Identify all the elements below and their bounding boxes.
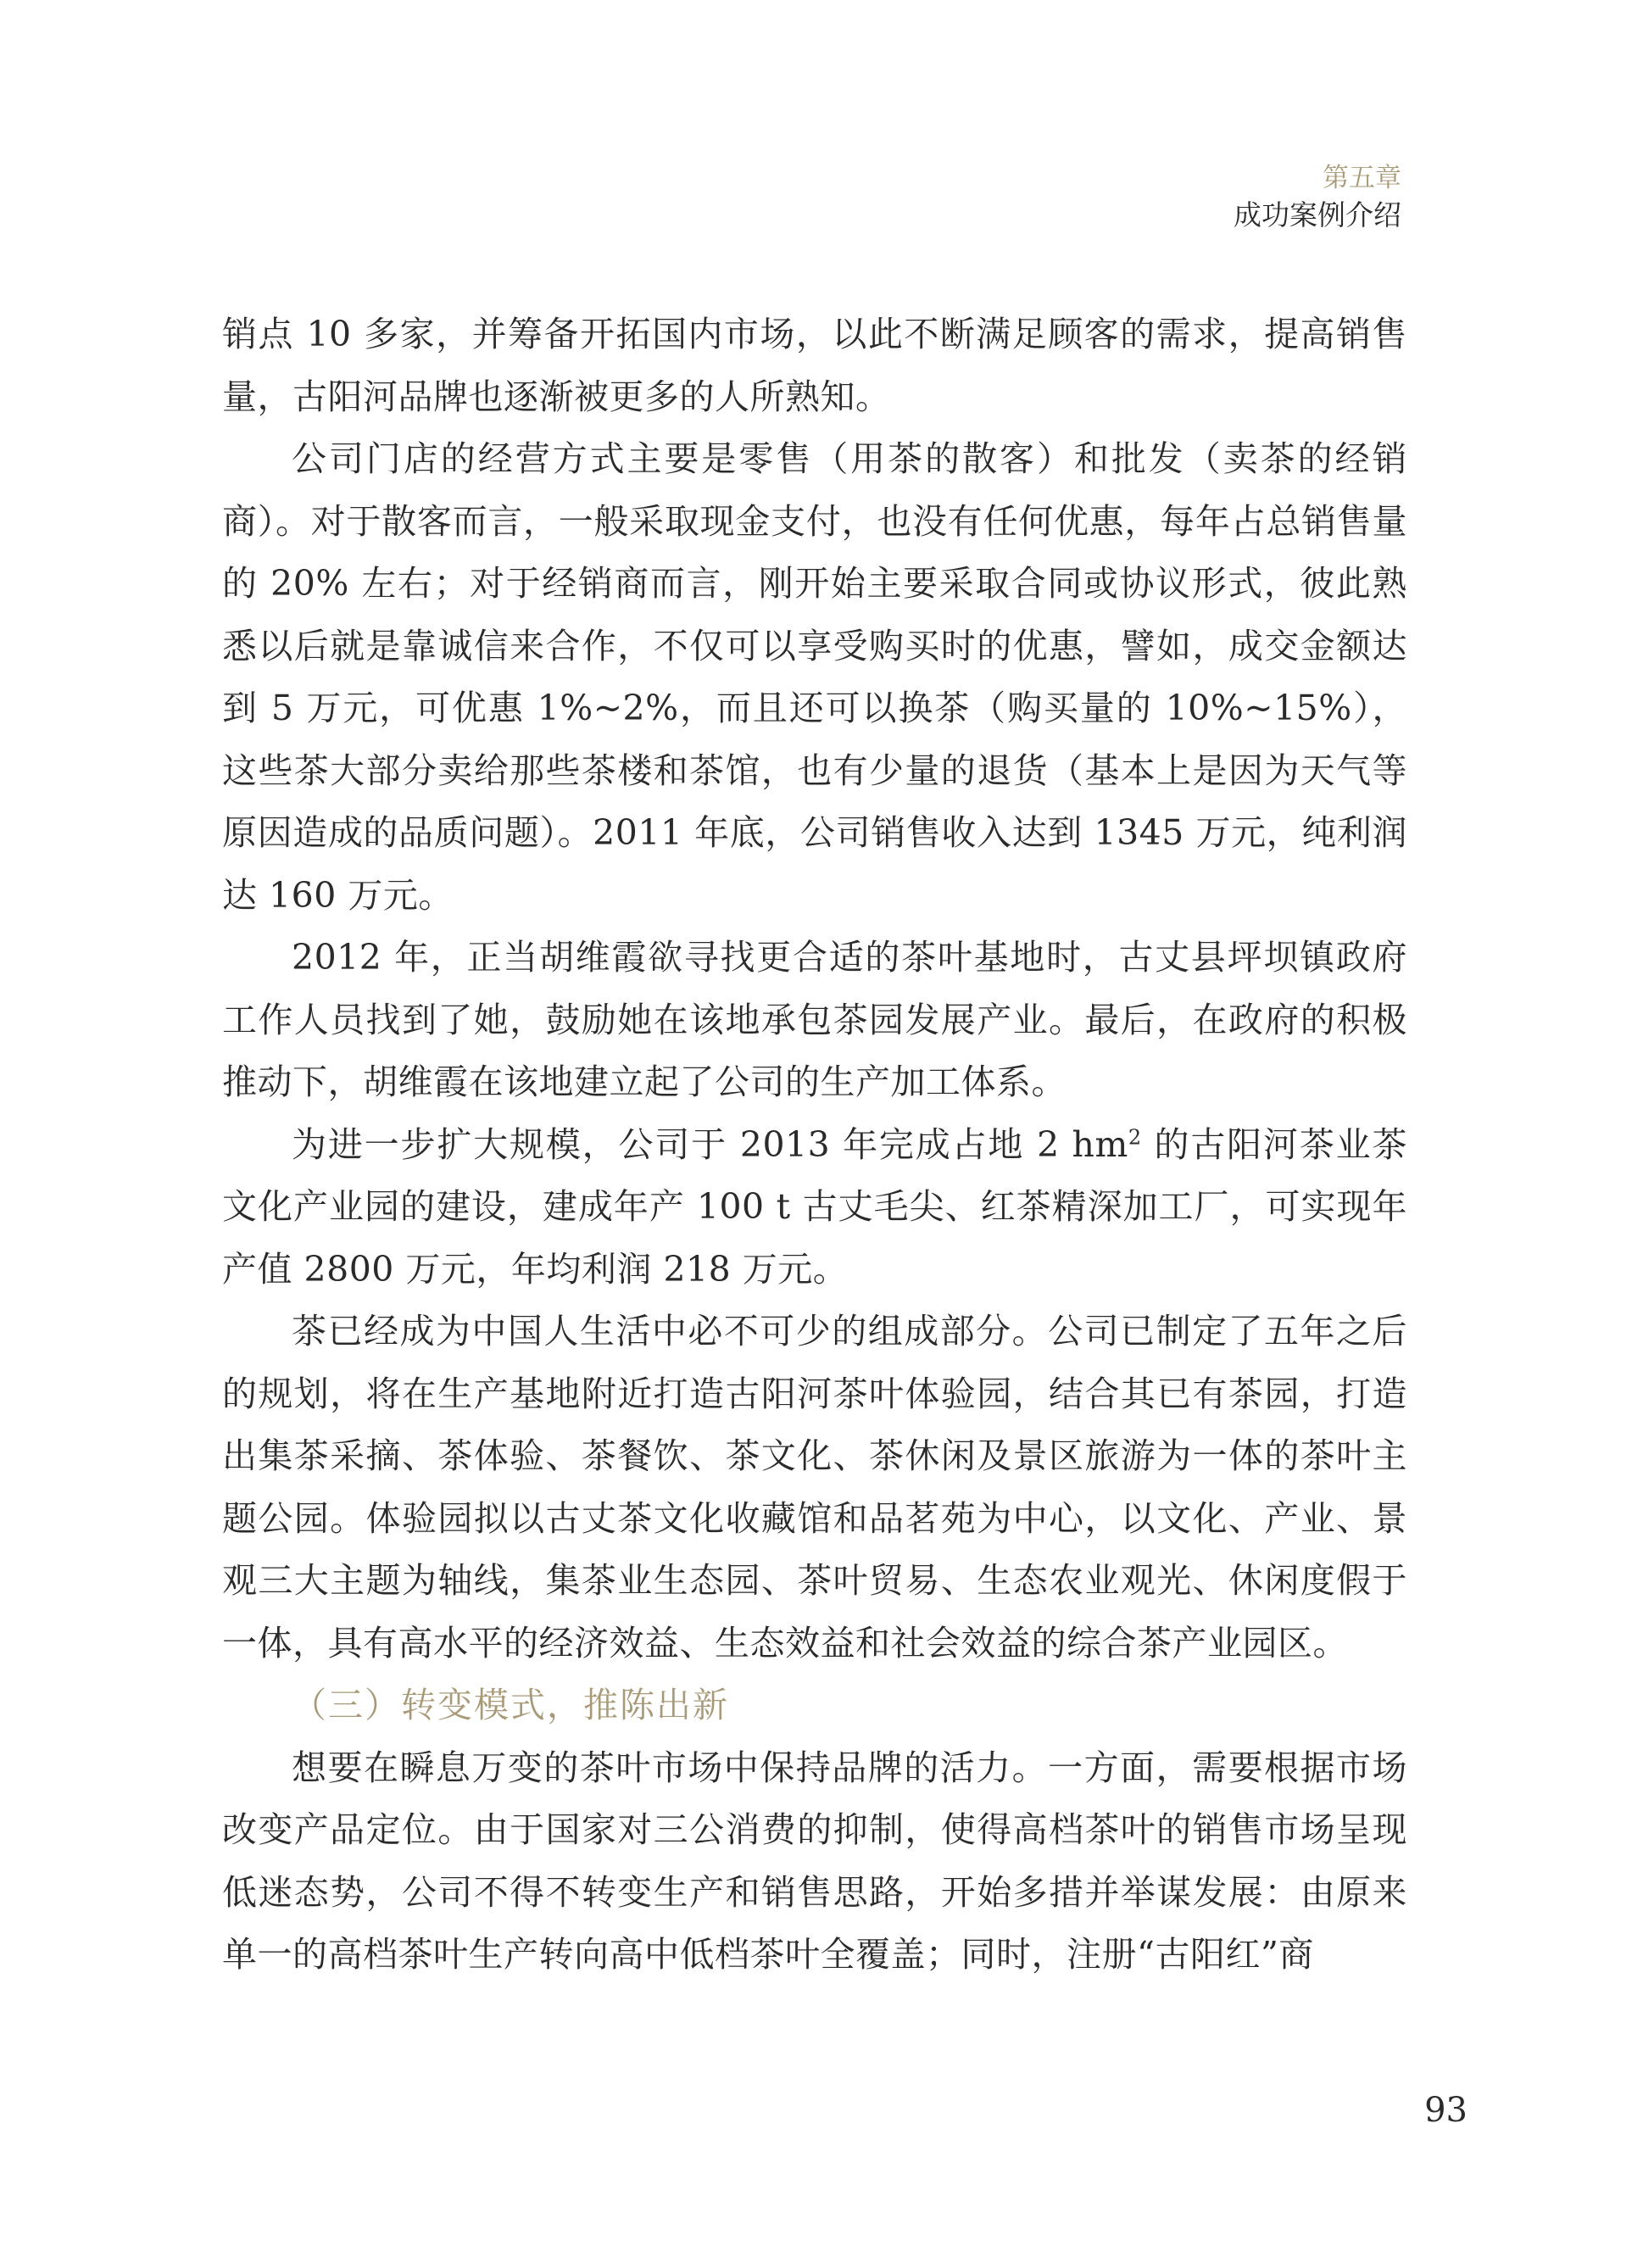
chapter-label: 第五章: [1323, 163, 1401, 193]
running-header: [1234, 159, 1401, 234]
paragraph-5: 茶已经成为中国人生活中必不可少的组成部分。公司已制定了五年之后的规划，将在生产基地附近打造古阳河茶叶体验园，结合其已有茶园，打造出集茶采摘、茶体验、茶餐饮、茶文化、茶休闲及景区旅游为一体的茶叶主题公园。体验园拟以古丈茶文化收藏馆和品茗苑为中心，以文化、产业、景观三大主题为轴线，集茶业生态园、茶叶贸易、生态农业观光、休闲度假于一体，具有高水平的经济效益、生态效益和社会效益的综合茶产业园区。: [222, 1311, 1407, 1663]
paragraph-4: [222, 1114, 1407, 1301]
paragraph-4-text-b: 的古阳河茶业茶文化产业园的建设，建成年产 100 t 古丈毛尖、红茶精深加工厂，可实现年产值 2800 万元，年均利润 218 万元。: [222, 1123, 1407, 1290]
paragraph-3: 2012 年，正当胡维霞欲寻找更合适的茶叶基地时，古丈县坪坝镇政府工作人员找到了她，鼓励她在该地承包茶园发展产业。最后，在政府的积极推动下，胡维霞在该地建立起了公司的生产加工体系。: [222, 937, 1407, 1102]
paragraph-1: 销点 10 多家，并筹备开拓国内市场，以此不断满足顾客的需求，提高销售量，古阳河品牌也逐渐被更多的人所熟知。: [222, 314, 1407, 417]
paragraph-2: 公司门店的经营方式主要是零售（用茶的散客）和批发（卖茶的经销商）。对于散客而言，一般采取现金支付，也没有任何优惠，每年占总销售量的 20% 左右；对于经销商而言，刚开始主要采取合同或协议形式，彼此熟悉以后就是靠诚信来合作，不仅可以享受购买时的优惠，譬如，成交金额达到 5 万元，可优惠 1%~2%，而且还可以换茶（购买量的 10%~15%），这些茶大部分卖给那些茶楼和茶馆，也有少量的退货（基本上是因为天气等原因造成的品质问题）。2011 年底，公司销售收入达到 1345 万元，纯利润达 160 万元。: [222, 438, 1408, 916]
paragraph-4-text-a: 为进一步扩大规模，公司于 2013 年完成占地 2 hm: [292, 1123, 1128, 1165]
main-text: [222, 304, 1407, 1987]
area-unit-superscript: 2: [1128, 1124, 1142, 1149]
section-subheading: （三）转变模式，推陈出新: [292, 1685, 729, 1725]
paragraph-6: 想要在瞬息万变的茶叶市场中保持品牌的活力。一方面，需要根据市场改变产品定位。由于国家对三公消费的抑制，使得高档茶叶的销售市场呈现低迷态势，公司不得不转变生产和销售思路，开始多措并举谋发展：由原来单一的高档茶叶生产转向高中低档茶叶全覆盖；同时，注册“古阳红”商: [222, 1747, 1407, 1975]
page-number: 93: [1424, 2091, 1468, 2130]
section-title: 成功案例介绍: [1234, 198, 1401, 231]
